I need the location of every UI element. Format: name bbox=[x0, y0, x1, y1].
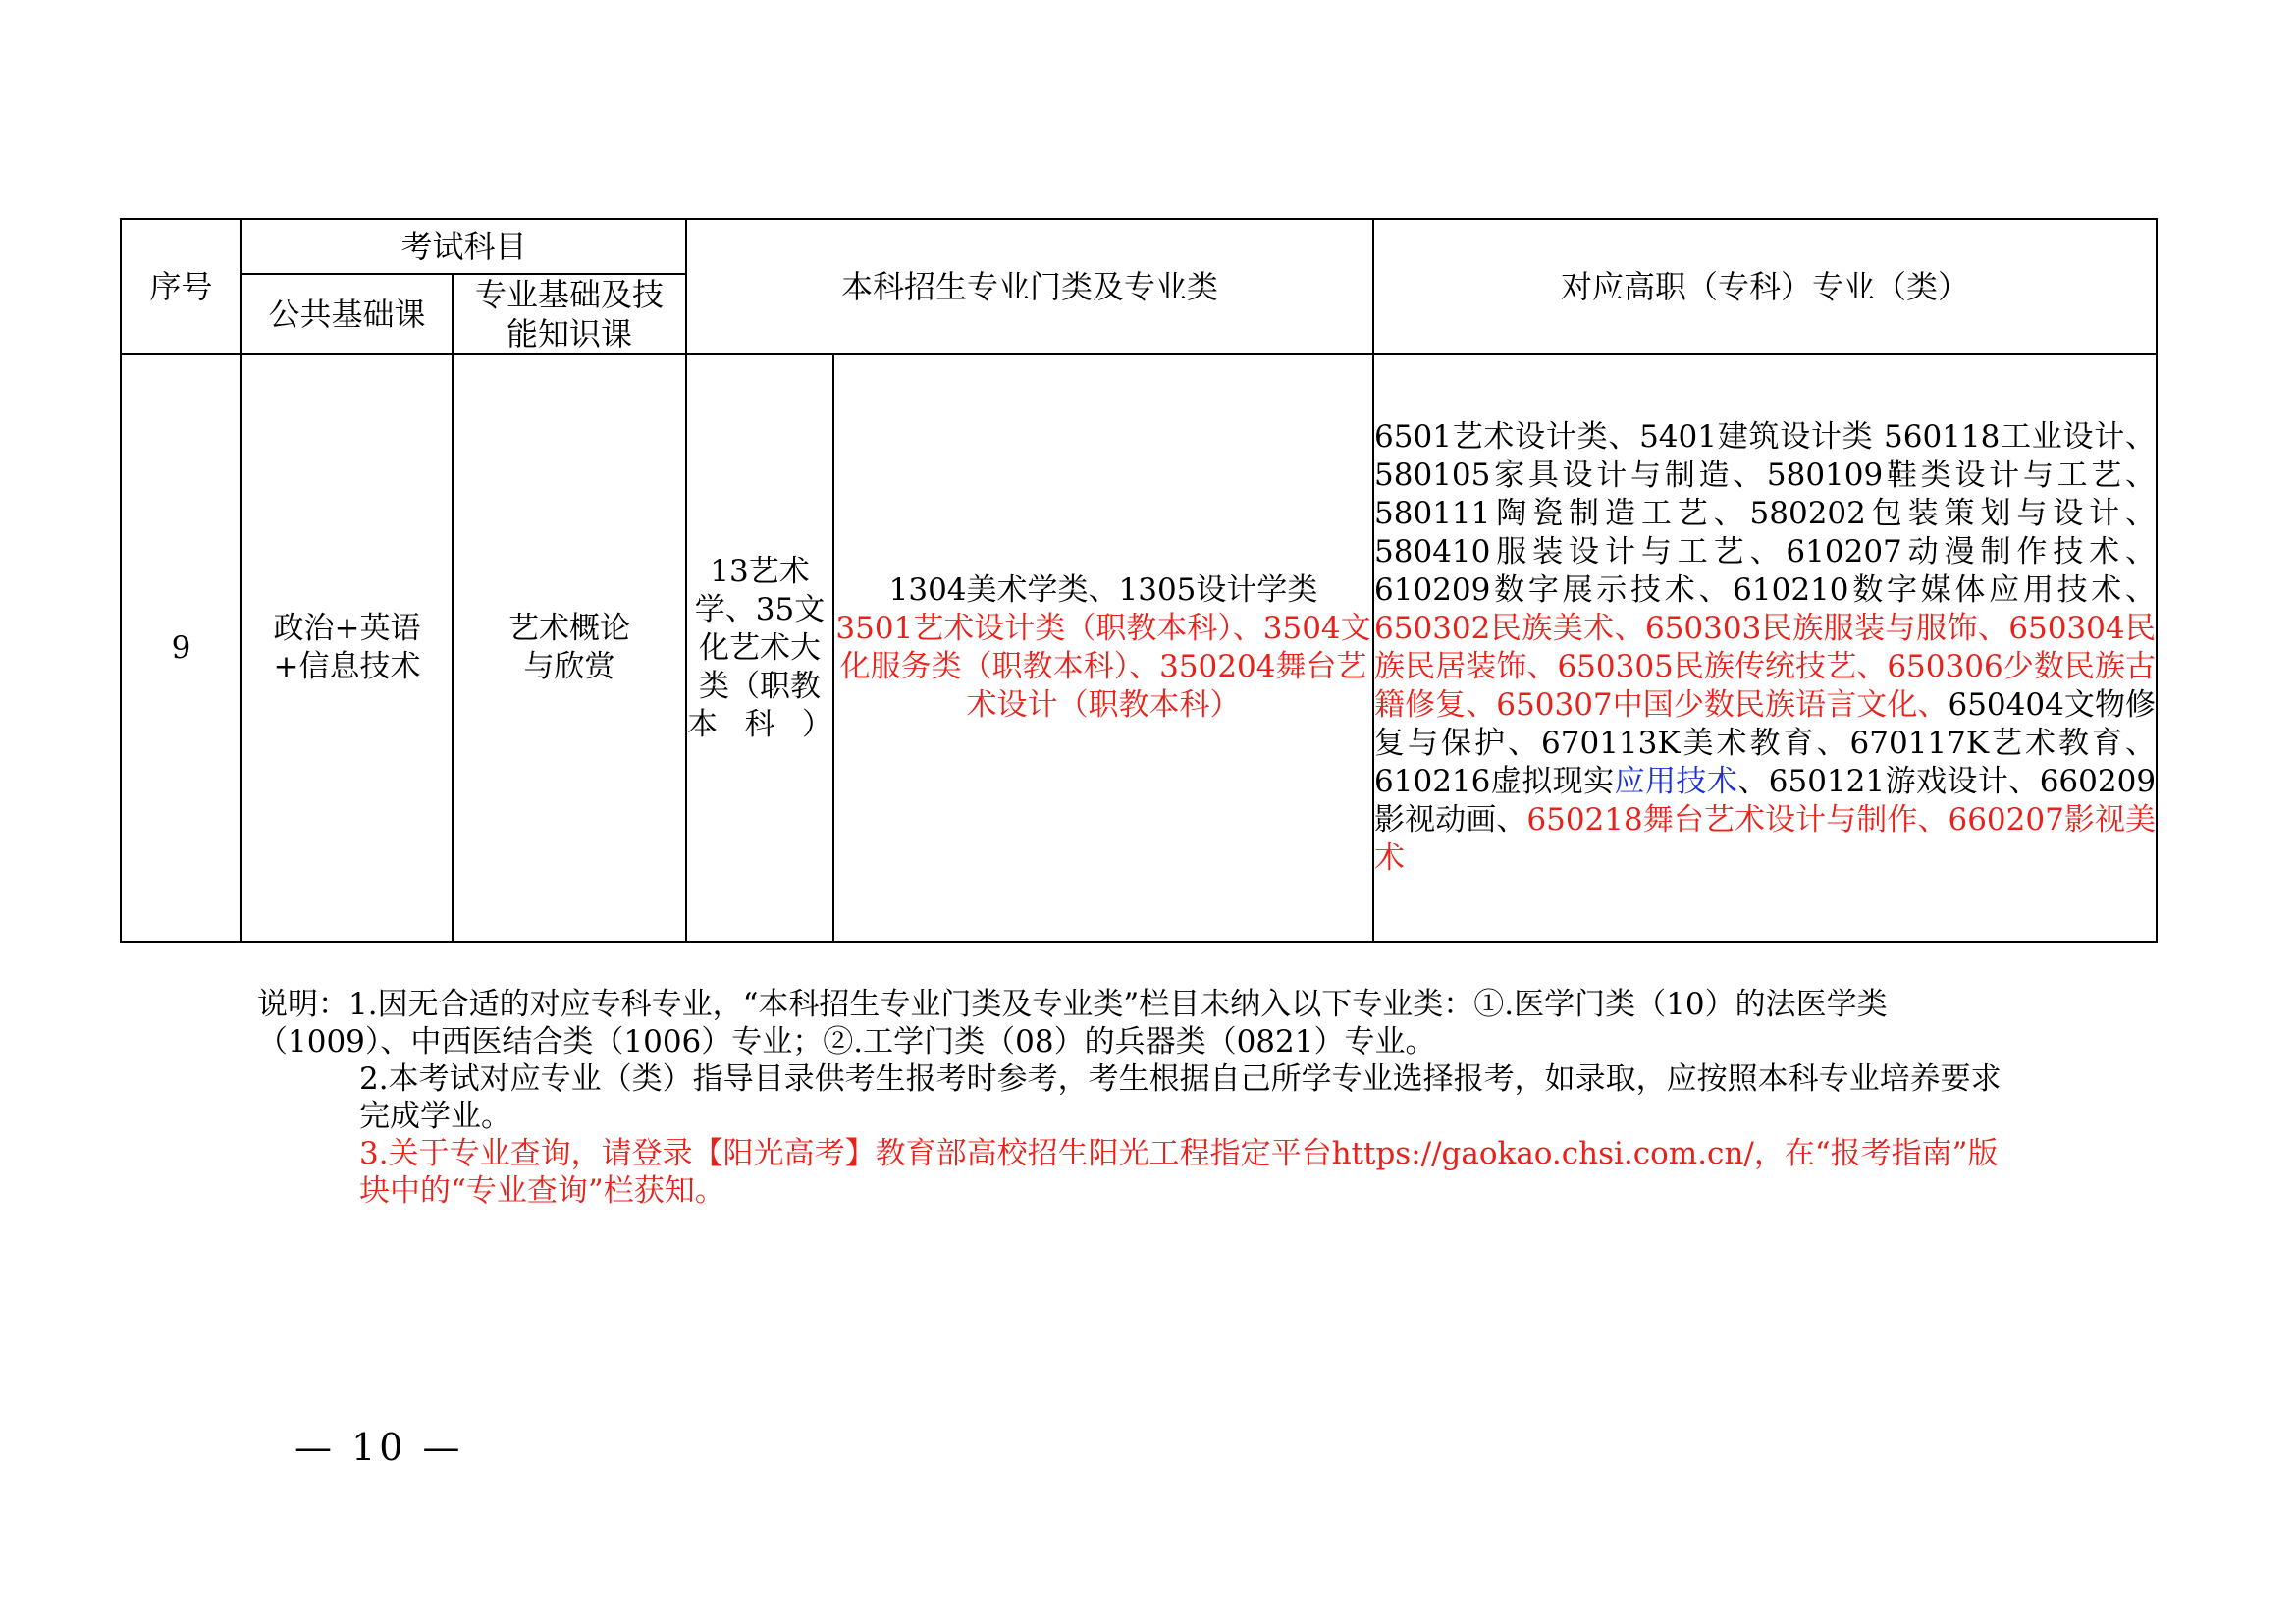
note-2: 2.本考试对应专业（类）指导目录供考生报考时参考，考生根据自己所学专业选择报考，如录取，应按照本科专业培养要求完成学业。 bbox=[359, 1061, 2002, 1134]
header-professional-course: 专业基础及技能知识课 bbox=[453, 274, 686, 354]
page-number: — 10 — bbox=[294, 1426, 464, 1469]
row-undergrad-majors bbox=[833, 354, 1373, 942]
header-undergrad-category: 本科招生专业门类及专业类 bbox=[686, 219, 1373, 354]
row-category: 13艺术学、35文化艺术大类（职教本科） bbox=[686, 354, 833, 942]
row-public-course: 政治+英语+信息技术 bbox=[241, 354, 453, 942]
header-public-course: 公共基础课 bbox=[241, 274, 453, 354]
header-row-1 bbox=[121, 219, 2157, 274]
row-professional-course: 艺术概论与欣赏 bbox=[453, 354, 686, 942]
header-vocational-major: 对应高职（专科）专业（类） bbox=[1373, 219, 2157, 354]
table-row bbox=[121, 354, 2157, 942]
row-vocational-majors bbox=[1373, 354, 2157, 942]
header-seq: 序号 bbox=[121, 219, 241, 354]
vocational-majors-black-2: 650404文物修复与保护、670113K美术教育、670117K艺术教育、610216虚拟现实 bbox=[1374, 687, 2157, 799]
vocational-majors-blue: 应用技术 bbox=[1614, 764, 1738, 799]
undergrad-majors-black: 1304美术学类、1305设计学类 bbox=[888, 572, 1318, 608]
note-3: 3.关于专业查询，请登录【阳光高考】教育部高校招生阳光工程指定平台https://gaokao.chsi.com.cn/，在“报考指南”版块中的“专业查询”栏获知。 bbox=[359, 1136, 1999, 1209]
note-1: 说明：1.因无合适的对应专科专业，“本科招生专业门类及专业类”栏目未纳入以下专业类：①.医学门类（10）的法医学类（1009）、中西医结合类（1006）专业；②.工学门类（08）的兵器类（0821）专业。 bbox=[257, 987, 1888, 1059]
notes-section bbox=[257, 986, 2024, 1210]
major-mapping-table bbox=[120, 218, 2158, 943]
undergrad-majors-red: 3501艺术设计类（职教本科）、3504文化服务类（职教本科）、350204舞台艺术设计（职教本科） bbox=[835, 611, 1371, 723]
vocational-majors-red-2: 650218舞台艺术设计与制作、660207影视美术 bbox=[1374, 802, 2157, 876]
vocational-majors-red-1: 650302民族美术、650303民族服装与服饰、650304民族民居装饰、650305民族传统技艺、650306少数民族古籍修复、650307中国少数民族语言文化、 bbox=[1374, 611, 2157, 723]
vocational-majors-black-1: 6501艺术设计类、5401建筑设计类 560118工业设计、580105家具设计与制造、580109鞋类设计与工艺、580111陶瓷制造工艺、580202包装策划与设计、580410服装设计与工艺、610207动漫制作技术、610209数字展示技术、610210数字媒体应用技术、 bbox=[1374, 419, 2157, 608]
header-exam-subjects: 考试科目 bbox=[241, 219, 686, 274]
vocational-majors-black-3: 、650121游戏设计、660209影视动画、 bbox=[1374, 764, 2157, 838]
row-seq: 9 bbox=[121, 354, 241, 942]
